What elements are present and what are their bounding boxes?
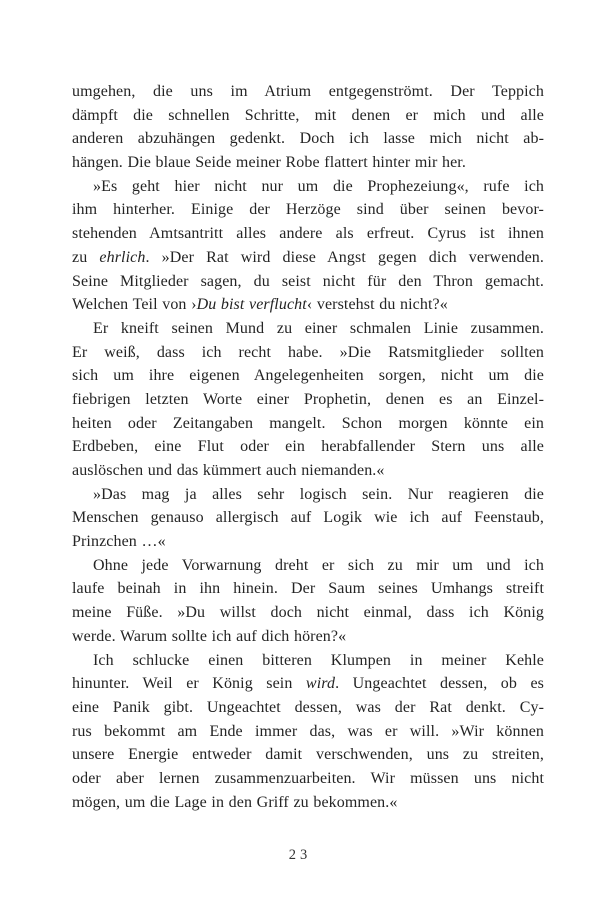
text-line: [72, 601, 544, 625]
text-line: [72, 696, 544, 720]
text-line: [72, 625, 544, 649]
text-segment: meine Füße. »Du willst doch nicht einmal, dass ich König: [72, 604, 544, 622]
text-segment: anderen abzuhängen gedenkt. Doch ich lasse mich nicht ab-: [72, 130, 544, 148]
text-line: [72, 720, 544, 744]
text-line: [72, 791, 544, 815]
text-segment: Welchen Teil von ›: [72, 296, 197, 314]
text-segment: ‹ verstehst du nicht?«: [306, 296, 448, 314]
text-line: [72, 388, 544, 412]
text-line: [72, 317, 544, 341]
text-line: [72, 175, 544, 199]
text-segment: auslöschen und das kümmert auch niemanden.«: [72, 462, 385, 479]
italic-text: wird: [305, 675, 336, 693]
text-line: [72, 341, 544, 365]
text-segment: mögen, um die Lage in den Griff zu bekommen.«: [72, 793, 398, 811]
italic-text: ehrlich: [99, 248, 146, 266]
text-segment: stehenden Amtsantritt alles andere als erfreut. Cyrus ist ihnen: [72, 225, 544, 243]
text-segment: Er kneift seinen Mund zu einer schmalen Linie zusammen.: [93, 319, 544, 337]
text-line: [72, 577, 544, 601]
text-line: [72, 412, 544, 436]
text-line: [72, 270, 544, 294]
text-segment: rus bekommt am Ende immer das, was er will. »Wir können: [72, 722, 544, 740]
text-line: [72, 293, 544, 317]
text-segment: hinunter. Weil er König sein: [72, 675, 306, 693]
text-line: [72, 459, 544, 483]
italic-text: Du bist verflucht: [196, 296, 307, 314]
text-segment: eine Panik gibt. Ungeachtet dessen, was der Rat denkt. Cy-: [72, 698, 544, 716]
text-line: [72, 104, 544, 128]
text-line: [72, 506, 544, 530]
text-segment: ihm hinterher. Einige der Herzöge sind über seinen bevor-: [72, 201, 544, 219]
text-line: [72, 246, 544, 270]
body-text: [72, 80, 544, 814]
text-segment: Ohne jede Vorwarnung dreht er sich zu mir um und ich: [93, 556, 544, 574]
text-segment: oder aber lernen zusammenzuarbeiten. Wir müssen uns nicht: [72, 769, 544, 787]
text-line: [72, 222, 544, 246]
text-line: [72, 364, 544, 388]
text-segment: hängen. Die blaue Seide meiner Robe flattert hinter mir her.: [72, 154, 466, 172]
text-segment: Menschen genauso allergisch auf Logik wie ich auf Feenstaub,: [72, 509, 544, 527]
text-segment: . Ungeachtet dessen, ob es: [335, 675, 544, 693]
text-line: [72, 743, 544, 767]
text-line: [72, 649, 544, 673]
text-line: [72, 435, 544, 459]
text-segment: Erdbeben, eine Flut oder ein herabfallender Stern uns alle: [72, 438, 544, 456]
text-line: [72, 483, 544, 507]
text-segment: Seine Mitglieder sagen, du seist nicht für den Thron gemacht.: [72, 272, 544, 290]
text-segment: Ich schlucke einen bitteren Klumpen in meiner Kehle: [93, 651, 544, 669]
text-segment: »Es geht hier nicht nur um die Prophezeiung«, rufe ich: [93, 177, 544, 195]
text-segment: laufe beinah in ihn hinein. Der Saum seines Umhangs streift: [72, 580, 544, 598]
text-line: [72, 672, 544, 696]
text-segment: sich um ihre eigenen Angelegenheiten sorgen, nicht um die: [72, 367, 544, 385]
text-segment: fiebrigen letzten Worte einer Prophetin, denen es an Einzel-: [72, 390, 544, 408]
text-segment: . »Der Rat wird diese Angst gegen dich verwenden.: [145, 248, 544, 266]
text-line: [72, 530, 544, 554]
text-segment: umgehen, die uns im Atrium entgegenströmt. Der Teppich: [72, 83, 544, 100]
text-line: [72, 767, 544, 791]
text-segment: »Das mag ja alles sehr logisch sein. Nur reagieren die: [93, 485, 544, 503]
text-line: [72, 151, 544, 175]
text-line: [72, 80, 544, 104]
text-segment: Er weiß, dass ich recht habe. »Die Ratsmitglieder sollten: [72, 343, 544, 361]
text-segment: heiten oder Zeitangaben mangelt. Schon morgen könnte ein: [72, 414, 544, 432]
text-segment: zu: [72, 248, 100, 266]
text-segment: dämpft die schnellen Schritte, mit denen er mich und alle: [72, 106, 544, 124]
text-segment: Prinzchen …«: [72, 533, 166, 551]
text-segment: unsere Energie entweder damit verschwenden, uns zu streiten,: [72, 746, 544, 764]
page-number: 23: [288, 847, 312, 863]
text-line: [72, 554, 544, 578]
text-segment: werde. Warum sollte ich auf dich hören?«: [72, 627, 347, 645]
text-line: [72, 127, 544, 151]
text-line: [72, 198, 544, 222]
